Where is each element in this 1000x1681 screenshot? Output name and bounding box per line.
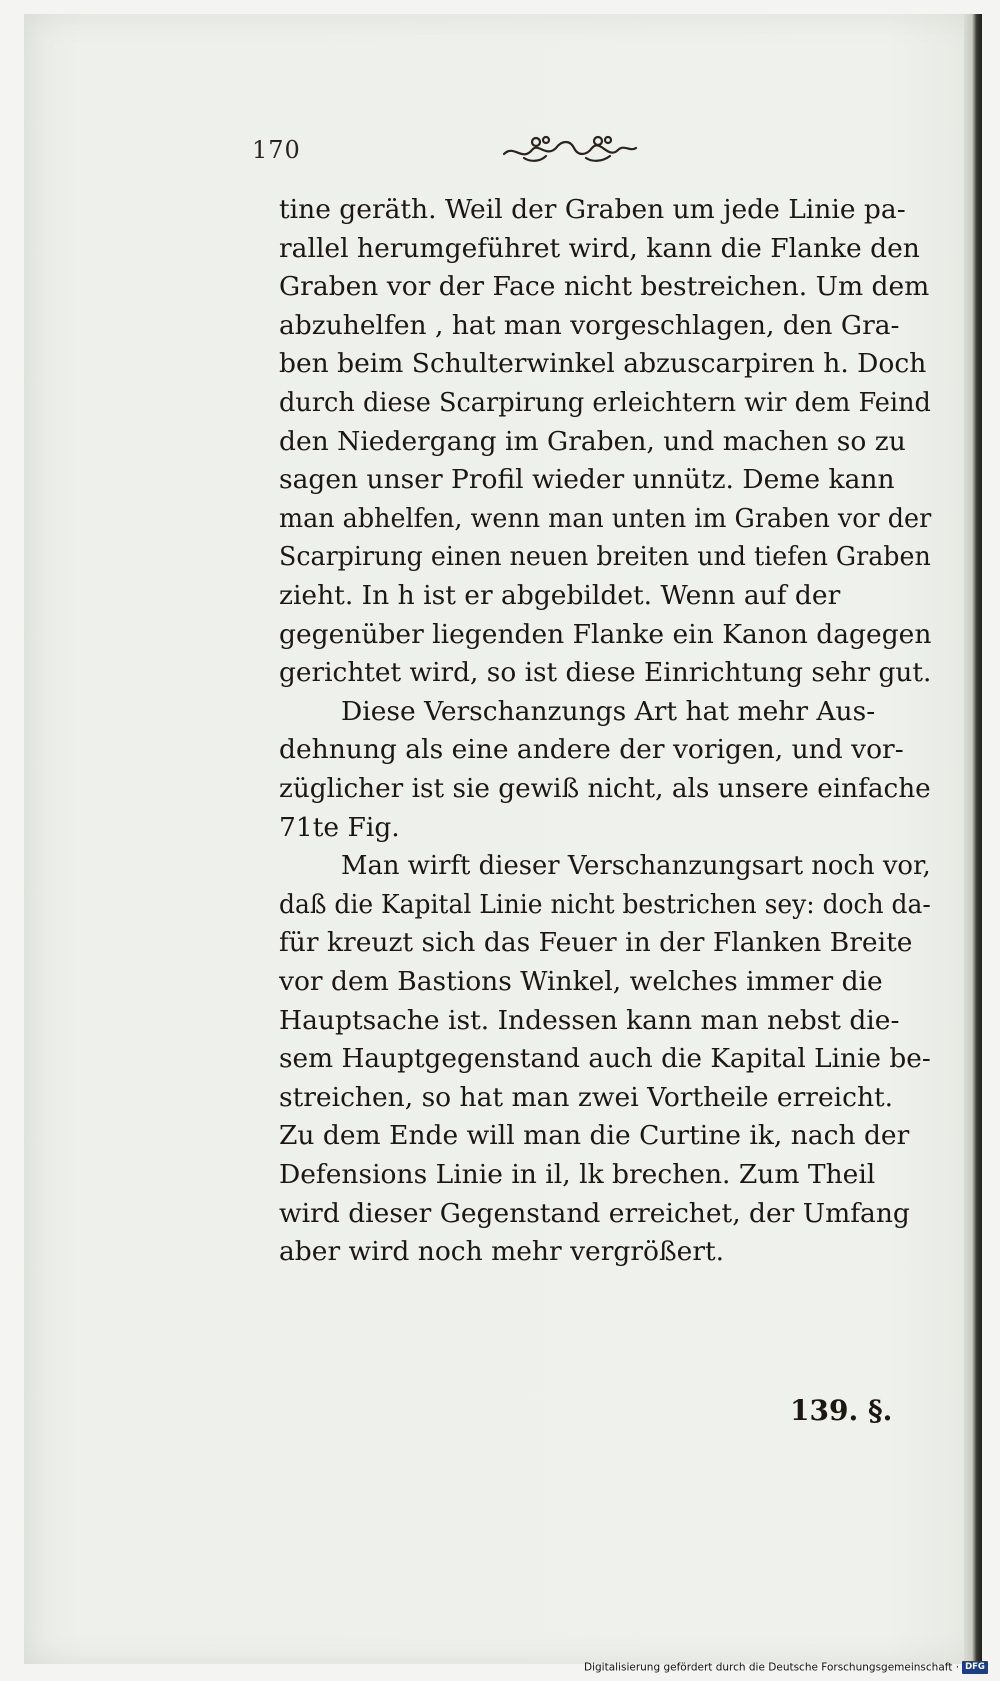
- text-line: tine geräth. Weil der Graben um jede Linie pa-: [279, 194, 906, 225]
- footer-text: Digitalisierung gefördert durch die Deutsche Forschungsgemeinschaft ·: [584, 1661, 960, 1674]
- text-line: züglicher ist sie gewiß nicht, als unsere einfache: [279, 773, 931, 804]
- text-line: abzuhelfen , hat man vorgeschlagen, den Gra-: [279, 309, 900, 341]
- text-line: den Niedergang im Graben, und machen so zu: [279, 425, 906, 457]
- page-header: [252, 132, 672, 172]
- catchword: 139. §.: [790, 1394, 893, 1427]
- text-line: gerichtet wird, so ist diese Einrichtung sehr gut.: [279, 657, 932, 689]
- text-line: ben beim Schulterwinkel abzuscarpiren h. Doch: [279, 348, 927, 380]
- page-edge-shadow: [964, 14, 982, 1664]
- text-line: Scarpirung einen neuen breiten und tiefen Graben: [279, 541, 931, 573]
- text-line: Defensions Linie in il, lk brechen. Zum Theil: [279, 1159, 876, 1190]
- text-line: Man wirft dieser Verschanzungsart noch vor,: [341, 850, 931, 882]
- text-line: Graben vor der Face nicht bestreichen. Um dem: [279, 271, 930, 303]
- text-line: 71te Fig.: [279, 811, 400, 843]
- text-line: sem Hauptgegenstand auch die Kapital Linie be-: [279, 1043, 931, 1075]
- text-line: rallel herumgeführet wird, kann die Flanke den: [279, 232, 920, 264]
- body-text: [279, 192, 931, 1312]
- text-line: Zu dem Ende will man die Curtine ik, nach der: [279, 1120, 910, 1152]
- text-line: dehnung als eine andere der vorigen, und vor-: [279, 734, 904, 766]
- text-line: für kreuzt sich das Feuer in der Flanken Breite: [279, 927, 913, 959]
- digitization-credit: [584, 1661, 996, 1677]
- text-line: wird dieser Gegenstand erreichet, der Umfang: [279, 1197, 910, 1229]
- text-line: Hauptsache ist. Indessen kann man nebst die-: [279, 1004, 900, 1036]
- text-line: vor dem Bastions Winkel, welches immer die: [279, 966, 883, 997]
- page-number: 170: [252, 136, 301, 164]
- ornament-icon: [500, 132, 640, 166]
- text-line: durch diese Scarpirung erleichtern wir dem Feind: [279, 387, 931, 418]
- text-line: zieht. In h ist er abgebildet. Wenn auf der: [279, 580, 841, 611]
- text-line: man abhelfen, wenn man unten im Graben vor der: [279, 502, 932, 534]
- text-line: aber wird noch mehr vergrößert.: [279, 1236, 725, 1268]
- text-line: Diese Verschanzungs Art hat mehr Aus-: [341, 695, 876, 727]
- dfg-logo: DFG: [962, 1661, 988, 1674]
- text-line: streichen, so hat man zwei Vortheile erreicht.: [279, 1081, 894, 1113]
- text-line: daß die Kapital Linie nicht bestrichen sey: doch da-: [279, 888, 931, 920]
- text-line: sagen unser Profil wieder unnütz. Deme kann: [279, 464, 895, 496]
- text-line: gegenüber liegenden Flanke ein Kanon dagegen: [279, 618, 932, 650]
